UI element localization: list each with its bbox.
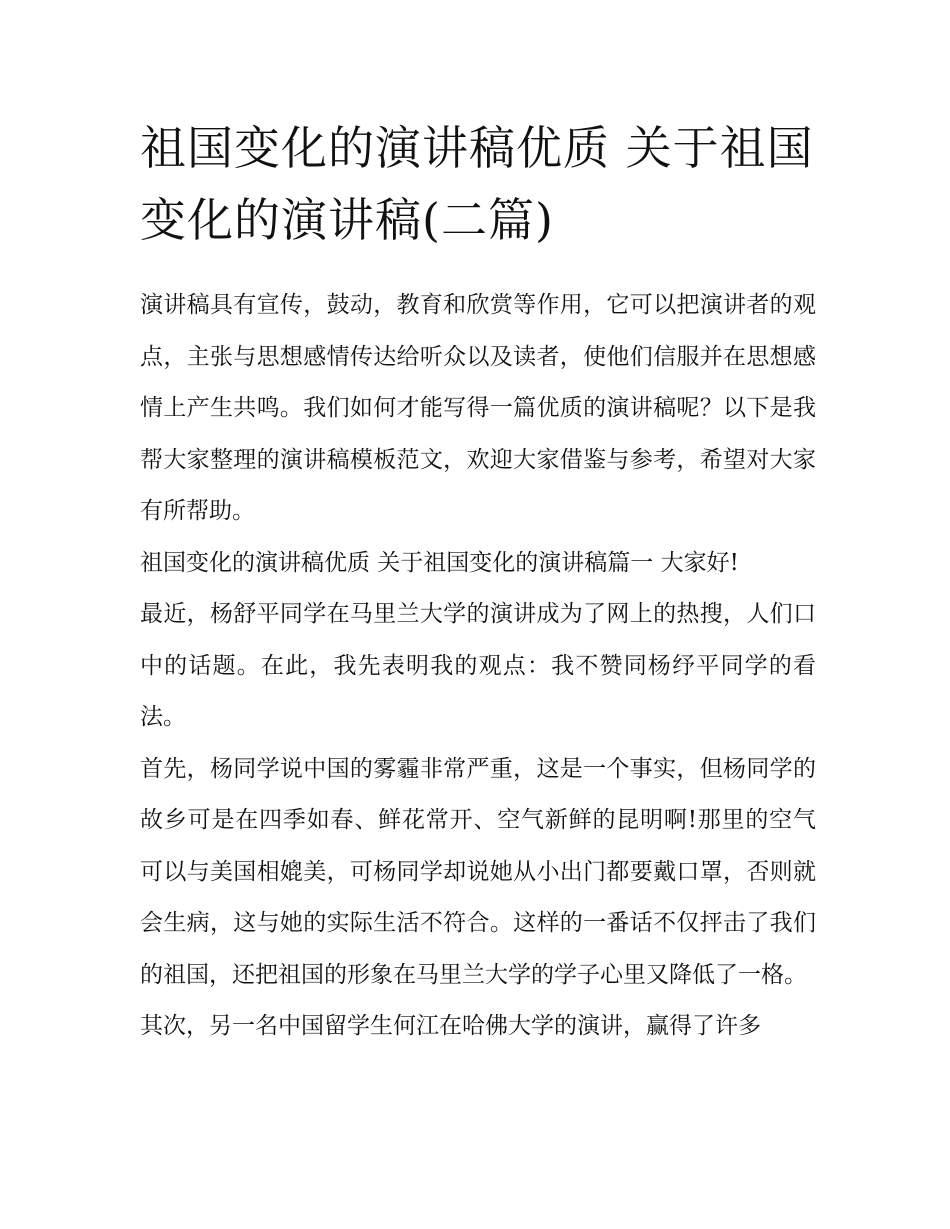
paragraph-second-point: 其次，另一名中国留学生何江在哈佛大学的演讲，赢得了许多: [140, 1013, 761, 1039]
paragraph-intro: 演讲稿具有宣传，鼓动，教育和欣赏等作用，它可以把演讲者的观点，主张与思想感情传达给听众以及读者，使他们信服并在思想感情上产生共鸣。我们如何才能写得一篇优质的演讲稿呢？以下是我帮大家整理的演讲稿模板范文，欢迎大家借鉴与参考，希望对大家有所帮助。: [140, 292, 816, 524]
document-body: [140, 280, 816, 1053]
paragraph-first-point: 首先，杨同学说中国的雾霾非常严重，这是一个事实，但杨同学的故乡可是在四季如春、鲜花常开、空气新鲜的昆明啊!那里的空气可以与美国相媲美，可杨同学却说她从小出门都要戴口罩，否则就会生病，这与她的实际生活不符合。这样的一番话不仅抨击了我们的祖国，还把祖国的形象在马里兰大学的学子心里又降低了一格。: [140, 755, 816, 988]
paragraph-opinion: 最近，杨舒平同学在马里兰大学的演讲成为了网上的热搜，人们口中的话题。在此，我先表明我的观点：我不赞同杨纾平同学的看法。: [140, 601, 816, 730]
document-title: 祖国变化的演讲稿优质 关于祖国变化的演讲稿(二篇): [140, 121, 814, 247]
paragraph-heading-greeting: 祖国变化的演讲稿优质 关于祖国变化的演讲稿篇一 大家好!: [140, 549, 739, 576]
